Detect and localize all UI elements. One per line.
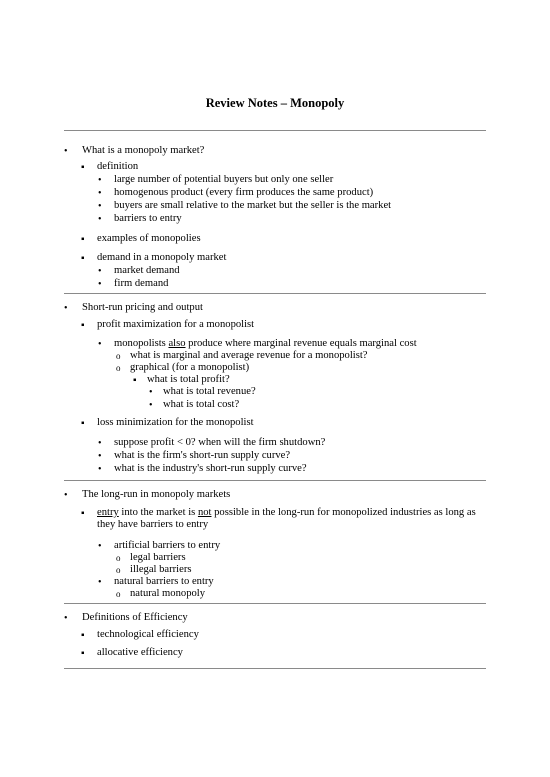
section-divider [64, 130, 486, 131]
list-item: barriers to entry [114, 213, 182, 224]
bullet-dot-icon [149, 387, 153, 399]
list-item: suppose profit < 0? when will the firm shutdown? [114, 437, 326, 448]
list-item: what is the industry's short-run supply curve? [114, 463, 307, 474]
square-bullet-icon [81, 648, 85, 660]
bullet-dot-icon [64, 613, 68, 625]
section-divider [64, 480, 486, 481]
bullet-dot-icon [149, 400, 153, 412]
square-bullet-icon [81, 418, 85, 430]
bullet-dot-icon [98, 577, 102, 589]
list-item: buyers are small relative to the market but the seller is the market [114, 200, 392, 211]
bullet-dot-icon [98, 214, 102, 226]
list-item: entry into the market is not possible in the long-run for monopolized industries as long as they have barriers to entry [97, 507, 476, 530]
bullet-dot-icon [64, 146, 68, 158]
square-bullet-icon [133, 375, 137, 387]
square-bullet-icon [81, 630, 85, 642]
bullet-dot-icon [98, 266, 102, 278]
bullet-dot-icon [98, 201, 102, 213]
list-item: artificial barriers to entry [114, 540, 221, 551]
square-bullet-icon [81, 320, 85, 332]
list-item: loss minimization for the monopolist [97, 417, 254, 428]
list-item: what is marginal and average revenue for a monopolist? [130, 350, 368, 361]
list-item: demand in a monopoly market [97, 252, 227, 263]
list-item: what is total revenue? [163, 386, 256, 397]
section-divider [64, 603, 486, 604]
circle-bullet-icon [116, 362, 121, 375]
bullet-dot-icon [98, 175, 102, 187]
list-item: examples of monopolies [97, 233, 201, 244]
bullet-dot-icon [98, 464, 102, 476]
section-heading: Definitions of Efficiency [82, 612, 188, 623]
section-heading: The long-run in monopoly markets [82, 489, 231, 500]
section-divider [64, 668, 486, 669]
circle-bullet-icon [116, 588, 121, 601]
list-item: allocative efficiency [97, 647, 183, 658]
list-item: what is the firm's short-run supply curve? [114, 450, 291, 461]
bullet-dot-icon [98, 279, 102, 291]
square-bullet-icon [81, 253, 85, 265]
page-title: Review Notes – Monopoly [205, 96, 345, 110]
section-heading: Short-run pricing and output [82, 302, 203, 313]
list-item: profit maximization for a monopolist [97, 319, 255, 330]
list-item: large number of potential buyers but only one seller [114, 174, 334, 185]
square-bullet-icon [81, 508, 85, 520]
bullet-dot-icon [64, 490, 68, 502]
bullet-dot-icon [98, 339, 102, 351]
list-item: firm demand [114, 278, 169, 289]
bullet-dot-icon [64, 303, 68, 315]
section-heading: What is a monopoly market? [82, 145, 205, 156]
list-item: what is total profit? [147, 374, 230, 385]
bullet-dot-icon [98, 541, 102, 553]
section-divider [64, 293, 486, 294]
list-item: monopolists also produce where marginal revenue equals marginal cost [114, 338, 417, 349]
list-item: market demand [114, 265, 180, 276]
list-item: homogenous product (every firm produces the same product) [114, 187, 374, 198]
square-bullet-icon [81, 162, 85, 174]
bullet-dot-icon [98, 438, 102, 450]
list-item: natural monopoly [130, 588, 206, 599]
list-item: graphical (for a monopolist) [130, 362, 250, 373]
list-item: what is total cost? [163, 399, 240, 410]
list-item: legal barriers [130, 552, 186, 563]
list-item: illegal barriers [130, 564, 192, 575]
list-item: technological efficiency [97, 629, 199, 640]
list-item: natural barriers to entry [114, 576, 214, 587]
list-item: definition [97, 161, 139, 172]
bullet-dot-icon [98, 451, 102, 463]
square-bullet-icon [81, 234, 85, 246]
bullet-dot-icon [98, 188, 102, 200]
